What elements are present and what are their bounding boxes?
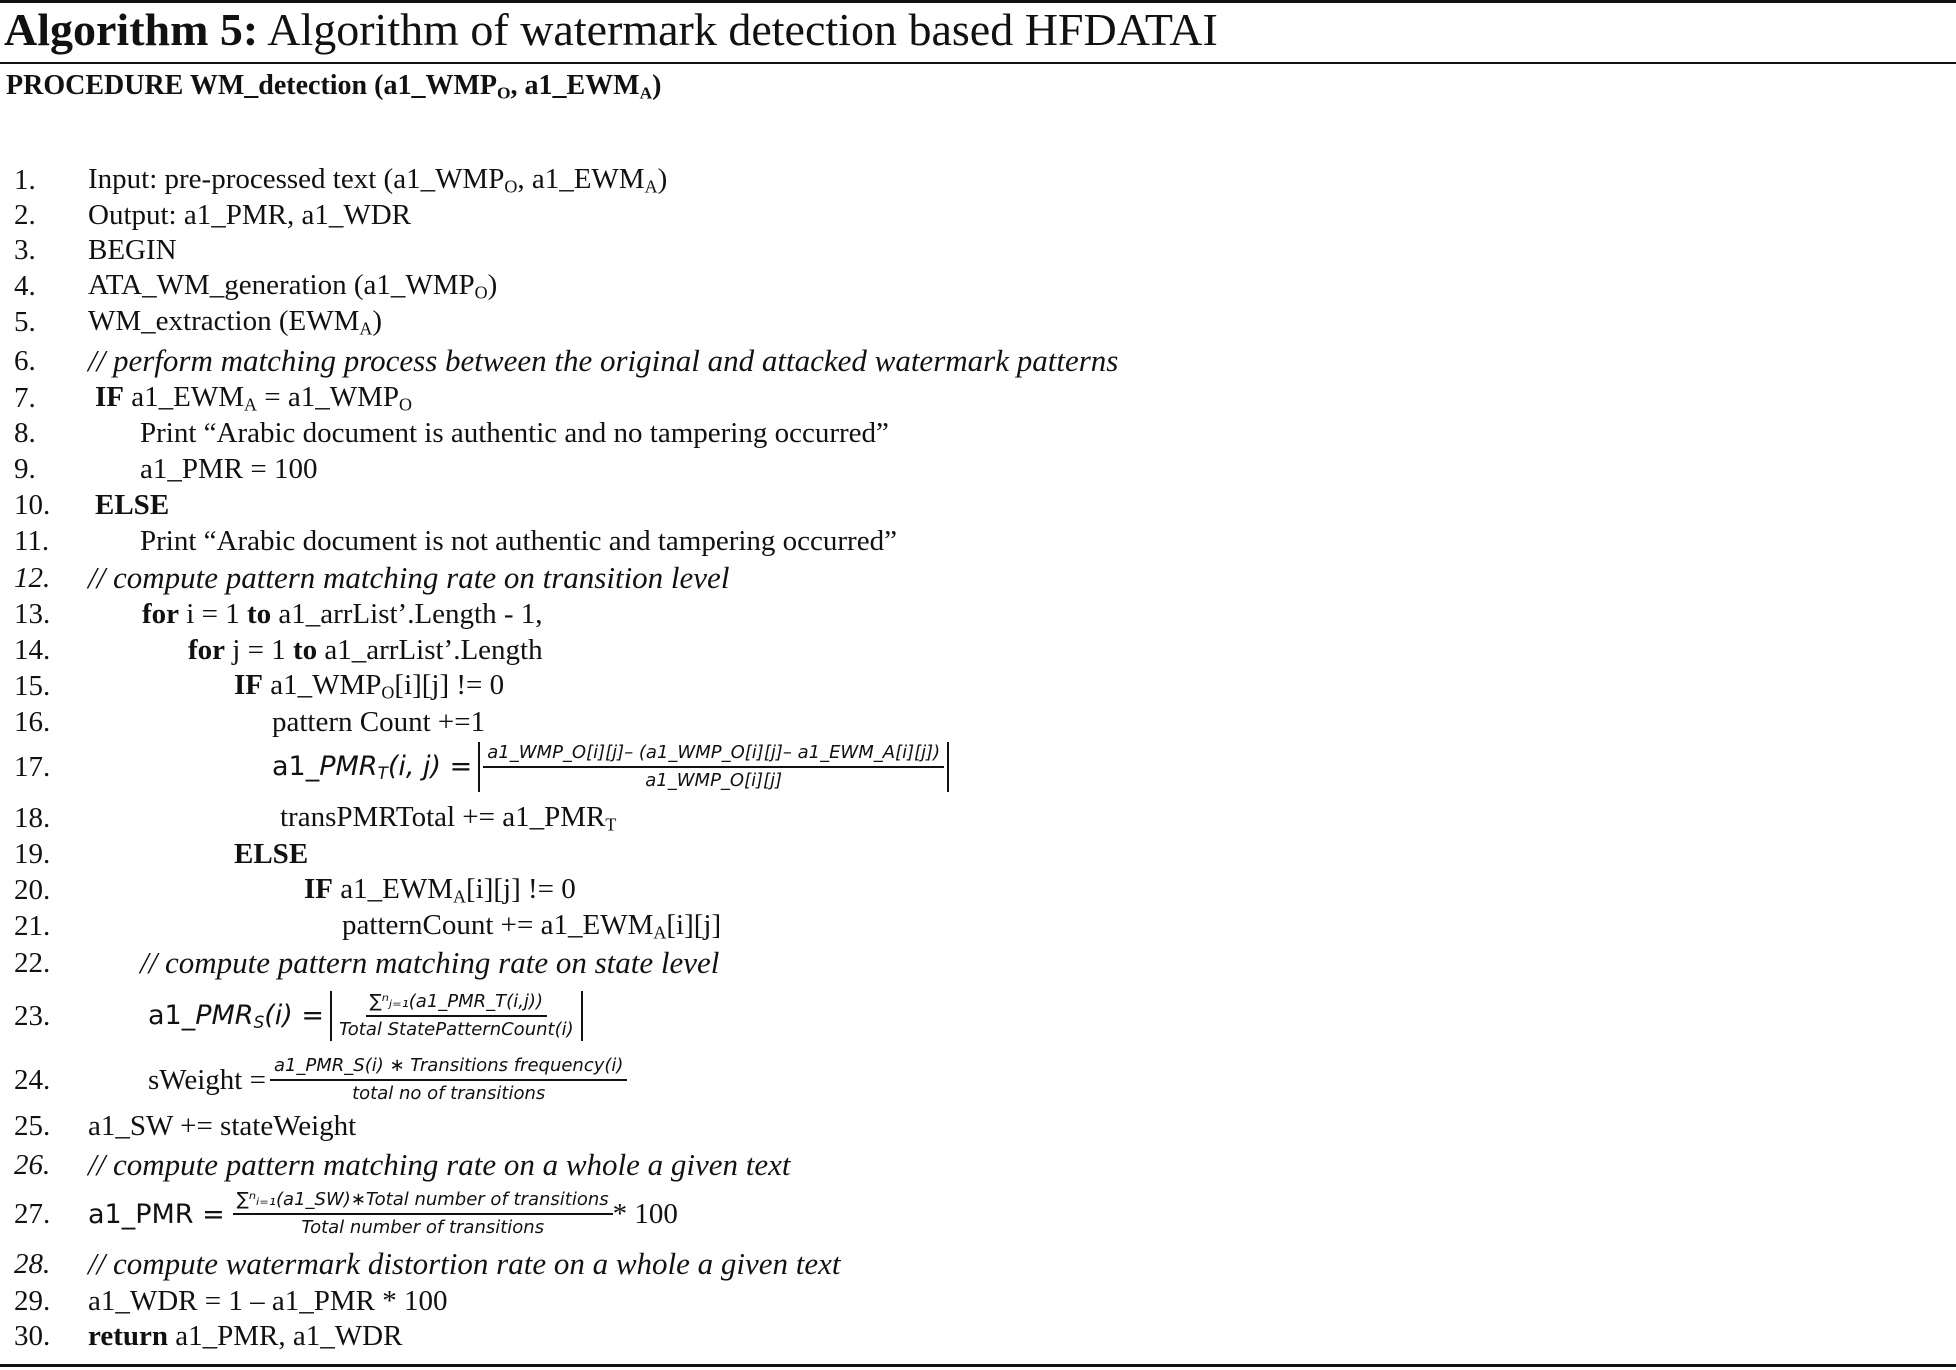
fraction-numerator: ∑ⁿᵢ₌₁(a1_SW)∗Total number of transitions: [233, 1189, 613, 1215]
line-number: 1.: [14, 163, 36, 196]
fraction-denominator: Total StatePatternCount(i): [338, 1019, 574, 1040]
line-number: 11.: [14, 524, 50, 557]
line-text: IF $a1\_EWM_A[i][j]$ != 0: [304, 872, 576, 907]
line-number: 22.: [14, 946, 51, 979]
fraction-denominator: Total number of transitions: [301, 1217, 545, 1238]
line-number: 18.: [14, 801, 51, 834]
line-text: IF $a1\_WMP_O[i][j]$ != 0: [234, 668, 505, 703]
comment-text: // compute pattern matching rate on a whole a given text: [88, 1147, 791, 1182]
fraction-denominator: total no of transitions: [352, 1083, 546, 1104]
fraction-denominator: a1_WMP_O[i][j]: [645, 770, 783, 791]
line-text: IF $a1\_EWM_A$ = $a1\_WMP_O$: [95, 380, 412, 415]
fraction-numerator: a1_WMP_O[i][j]– (a1_WMP_O[i][j]– a1_EWM_A[i][j]): [483, 742, 944, 768]
line-text: a1_WDR = 1 – a1_PMR * 100: [88, 1284, 448, 1317]
line-text: a1_PMR = 100: [140, 452, 318, 485]
line-text: for i = 1 to a1_arrList’.Length - 1,: [142, 597, 543, 630]
algorithm-title: [4, 4, 1218, 56]
line-number: 8.: [14, 416, 36, 449]
line-text: pattern Count +=1: [272, 705, 486, 738]
line-text: Print “Arabic document is not authentic and tampering occurred”: [140, 524, 897, 557]
line-number: 6.: [14, 344, 36, 377]
fraction-numerator: ∑ⁿⱼ₌₁(a1_PMR_T(i,j)): [366, 991, 547, 1017]
line-number: 14.: [14, 633, 51, 666]
procedure-header: PROCEDURE WM_detection ($a1\_WMP_O$, $a1\_EWM_A$): [6, 70, 662, 103]
pmr-state-equation: $a1\_PMR_S(i)$ = $\frac{\text{∑ⁿⱼ₌₁(a1\_PMR\_T(i,j))}}{\text{Total StatePatternCount(i)}}$: [148, 991, 583, 1041]
line-number: 10.: [14, 488, 51, 521]
line-number: 15.: [14, 669, 51, 702]
comment-text: // compute watermark distortion rate on a whole a given text: [88, 1246, 841, 1281]
line-number: 27.: [14, 1197, 51, 1230]
title-rule: [0, 62, 1956, 64]
line-text: for j = 1 to a1_arrList’.Length: [188, 633, 543, 666]
line-number: 16.: [14, 705, 51, 738]
line-number: 30.: [14, 1319, 51, 1352]
line-text: transPMRTotal += $a1\_PMR_T$: [280, 800, 617, 835]
line-text: Input: pre-processed text ($a1\_WMP_O$, $a1\_EWM_A$): [88, 162, 668, 197]
line-text: BEGIN: [88, 233, 177, 266]
sweight-equation: sWeight = $\frac{\text{a1\_PMR\_S(i) ∗ Transitions frequency(i)}}{\text{total no of transitions}}$: [148, 1055, 627, 1105]
fraction: [270, 1055, 628, 1105]
bottom-rule: [0, 1364, 1956, 1367]
line-number: 20.: [14, 873, 51, 906]
comment-text: // compute pattern matching rate on state level: [140, 945, 720, 980]
line-text: return a1_PMR, a1_WDR: [88, 1319, 403, 1352]
comment-text: // perform matching process between the original and attacked watermark patterns: [88, 343, 1119, 378]
line-number: 5.: [14, 305, 36, 338]
line-number: 13.: [14, 597, 51, 630]
line-number: 7.: [14, 381, 36, 414]
fraction: [483, 742, 944, 792]
pmr-whole-equation: a1_PMR = $\frac{\text{∑ⁿᵢ₌₁(a1\_SW)∗Total number of transitions}}{\text{Total number of transitions}}$ * 100: [88, 1189, 678, 1238]
line-number: 2.: [14, 198, 36, 231]
pmr-transition-equation: $a1\_PMR_T(i$, j) = $\frac{\text{a1\_WMP\_O[i][j]– (a1\_WMP\_O[i][j]– a1\_EWM\_A[i][j])}}{\text{a1\_WMP\_O[i][j]}}$: [272, 742, 949, 792]
top-rule: [0, 0, 1956, 3]
line-number: 21.: [14, 909, 51, 942]
line-text: ELSE: [95, 488, 170, 521]
line-number: 12.: [14, 561, 51, 594]
algorithm-name: Algorithm of watermark detection based HFDATAI: [267, 4, 1218, 55]
line-number: 3.: [14, 233, 36, 266]
line-number: 17.: [14, 750, 51, 783]
line-number: 24.: [14, 1063, 51, 1096]
line-text: Output: a1_PMR, a1_WDR: [88, 198, 412, 231]
line-text: WM_extraction $(EWM_A)$: [88, 304, 383, 339]
line-number: 25.: [14, 1109, 51, 1142]
line-text: ATA_WM_generation $(a1\_WMP_O)$: [88, 268, 498, 303]
line-text: Print “Arabic document is authentic and no tampering occurred”: [140, 416, 889, 449]
line-text: ELSE: [234, 837, 309, 870]
line-number: 28.: [14, 1247, 51, 1280]
line-number: 29.: [14, 1284, 51, 1317]
fraction-numerator: a1_PMR_S(i) ∗ Transitions frequency(i): [270, 1055, 628, 1081]
line-number: 26.: [14, 1148, 51, 1181]
line-number: 9.: [14, 452, 36, 485]
algorithm-label: Algorithm 5:: [4, 4, 259, 55]
fraction: [233, 1189, 613, 1239]
line-number: 19.: [14, 837, 51, 870]
comment-text: // compute pattern matching rate on transition level: [88, 560, 730, 595]
fraction: [335, 991, 578, 1041]
line-number: 4.: [14, 269, 36, 302]
line-number: 23.: [14, 999, 51, 1032]
line-text: a1_SW += stateWeight: [88, 1109, 357, 1142]
line-text: patternCount += $a1\_EWM_A[i][j]$: [342, 908, 722, 943]
